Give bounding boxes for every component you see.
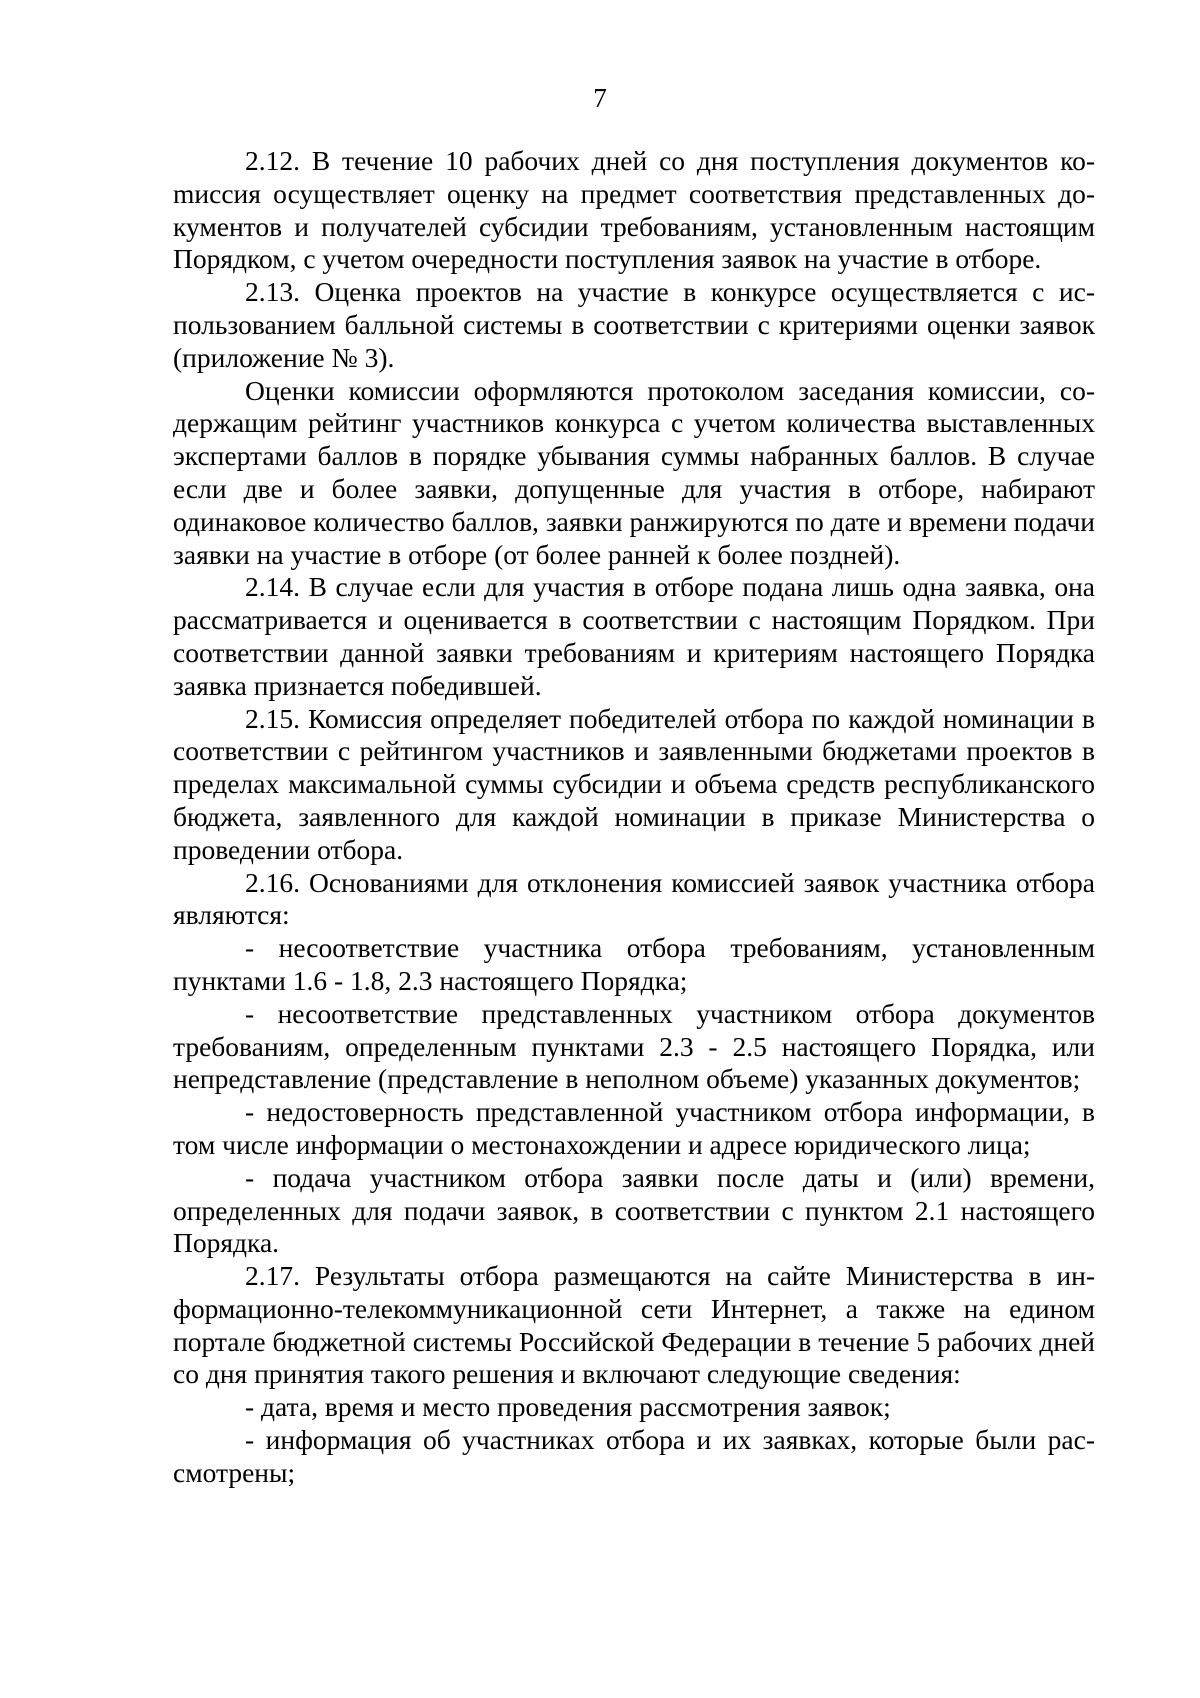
paragraph-2-17: 2.17. Результаты отбора размещаются на сайте Министерства в информационно-телекоммуникационной сети Интернет, а также на едином портале бюджетной системы Российской Федерации в течение 5 рабочих дней со дня принятия такого решения и включают следующие сведения: — [173, 1260, 1095, 1390]
list-item-results-2: - информация об участниках отбора и их заявках, которые были рассмотрены; — [173, 1424, 1095, 1488]
paragraph-2-14: 2.14. В случае если для участия в отборе подана лишь одна заявка, она рассматривается и оценивается в соответствии с настоящим Порядком. При соответствии данной заявки требованиям и критериям настоящего Порядка заявка признается победившей. — [173, 571, 1095, 701]
list-item-results-1: - дата, время и место проведения рассмотрения заявок; — [245, 1391, 891, 1423]
paragraph-2-12: 2.12. В течение 10 рабочих дней со дня поступления документов коmиссия осуществляет оценку на предмет соответствия представленных документов и получателей субсидии требованиям, установленным настоящим Порядком, с учетом очередности поступления заявок на участие в отборе. — [173, 145, 1095, 275]
paragraph-2-13: 2.13. Оценка проектов на участие в конкурсе осуществляется с использованием балльной системы в соответствии с критериями оценки заявок (приложение № 3). — [173, 276, 1095, 373]
list-item-rejection-1: - несоответствие участника отбора требованиям, установленным пунктами 1.6 - 1.8, 2.3 настоящего Порядка; — [173, 932, 1095, 996]
page-number: 7 — [593, 83, 607, 113]
list-item-rejection-2: - несоответствие представленных участником отбора документов требованиям, определенным пунктами 2.3 - 2.5 настоящего Порядка, или непредставление (представление в неполном объеме) указанных документов; — [173, 997, 1095, 1095]
paragraph-2-16: 2.16. Основаниями для отклонения комиссией заявок участника отбора являются: — [173, 866, 1095, 931]
list-item-rejection-4: - подача участником отбора заявки после даты и (или) времени, определенных для подачи заявок, в соответствии с пунктом 2.1 настоящего Порядка. — [173, 1161, 1095, 1259]
paragraph-2-15: 2.15. Комиссия определяет победителей отбора по каждой номинации в соответствии с рейтингом участников и заявленными бюджетами проектов в пределах максимальной суммы субсидии и объема средств республиканского бюджета, заявленного для каждой номинации в приказе Министерства о проведении отбора. — [173, 702, 1095, 865]
document-body — [173, 145, 1095, 1490]
list-item-rejection-3: - недостоверность представленной участником отбора информации, в том числе информации о местонахождении и адресе юридического лица; — [173, 1096, 1095, 1160]
paragraph-commission-scores: Оценки комиссии оформляются протоколом заседания комиссии, содержащим рейтинг участников конкурса с учетом количества выставленных экспертами баллов в порядке убывания суммы набранных баллов. В случае если две и более заявки, допущенные для участия в отборе, набирают одинаковое количество баллов, заявки ранжируются по дате и времени подачи заявки на участие в отборе (от более ранней к более поздней). — [173, 374, 1095, 570]
